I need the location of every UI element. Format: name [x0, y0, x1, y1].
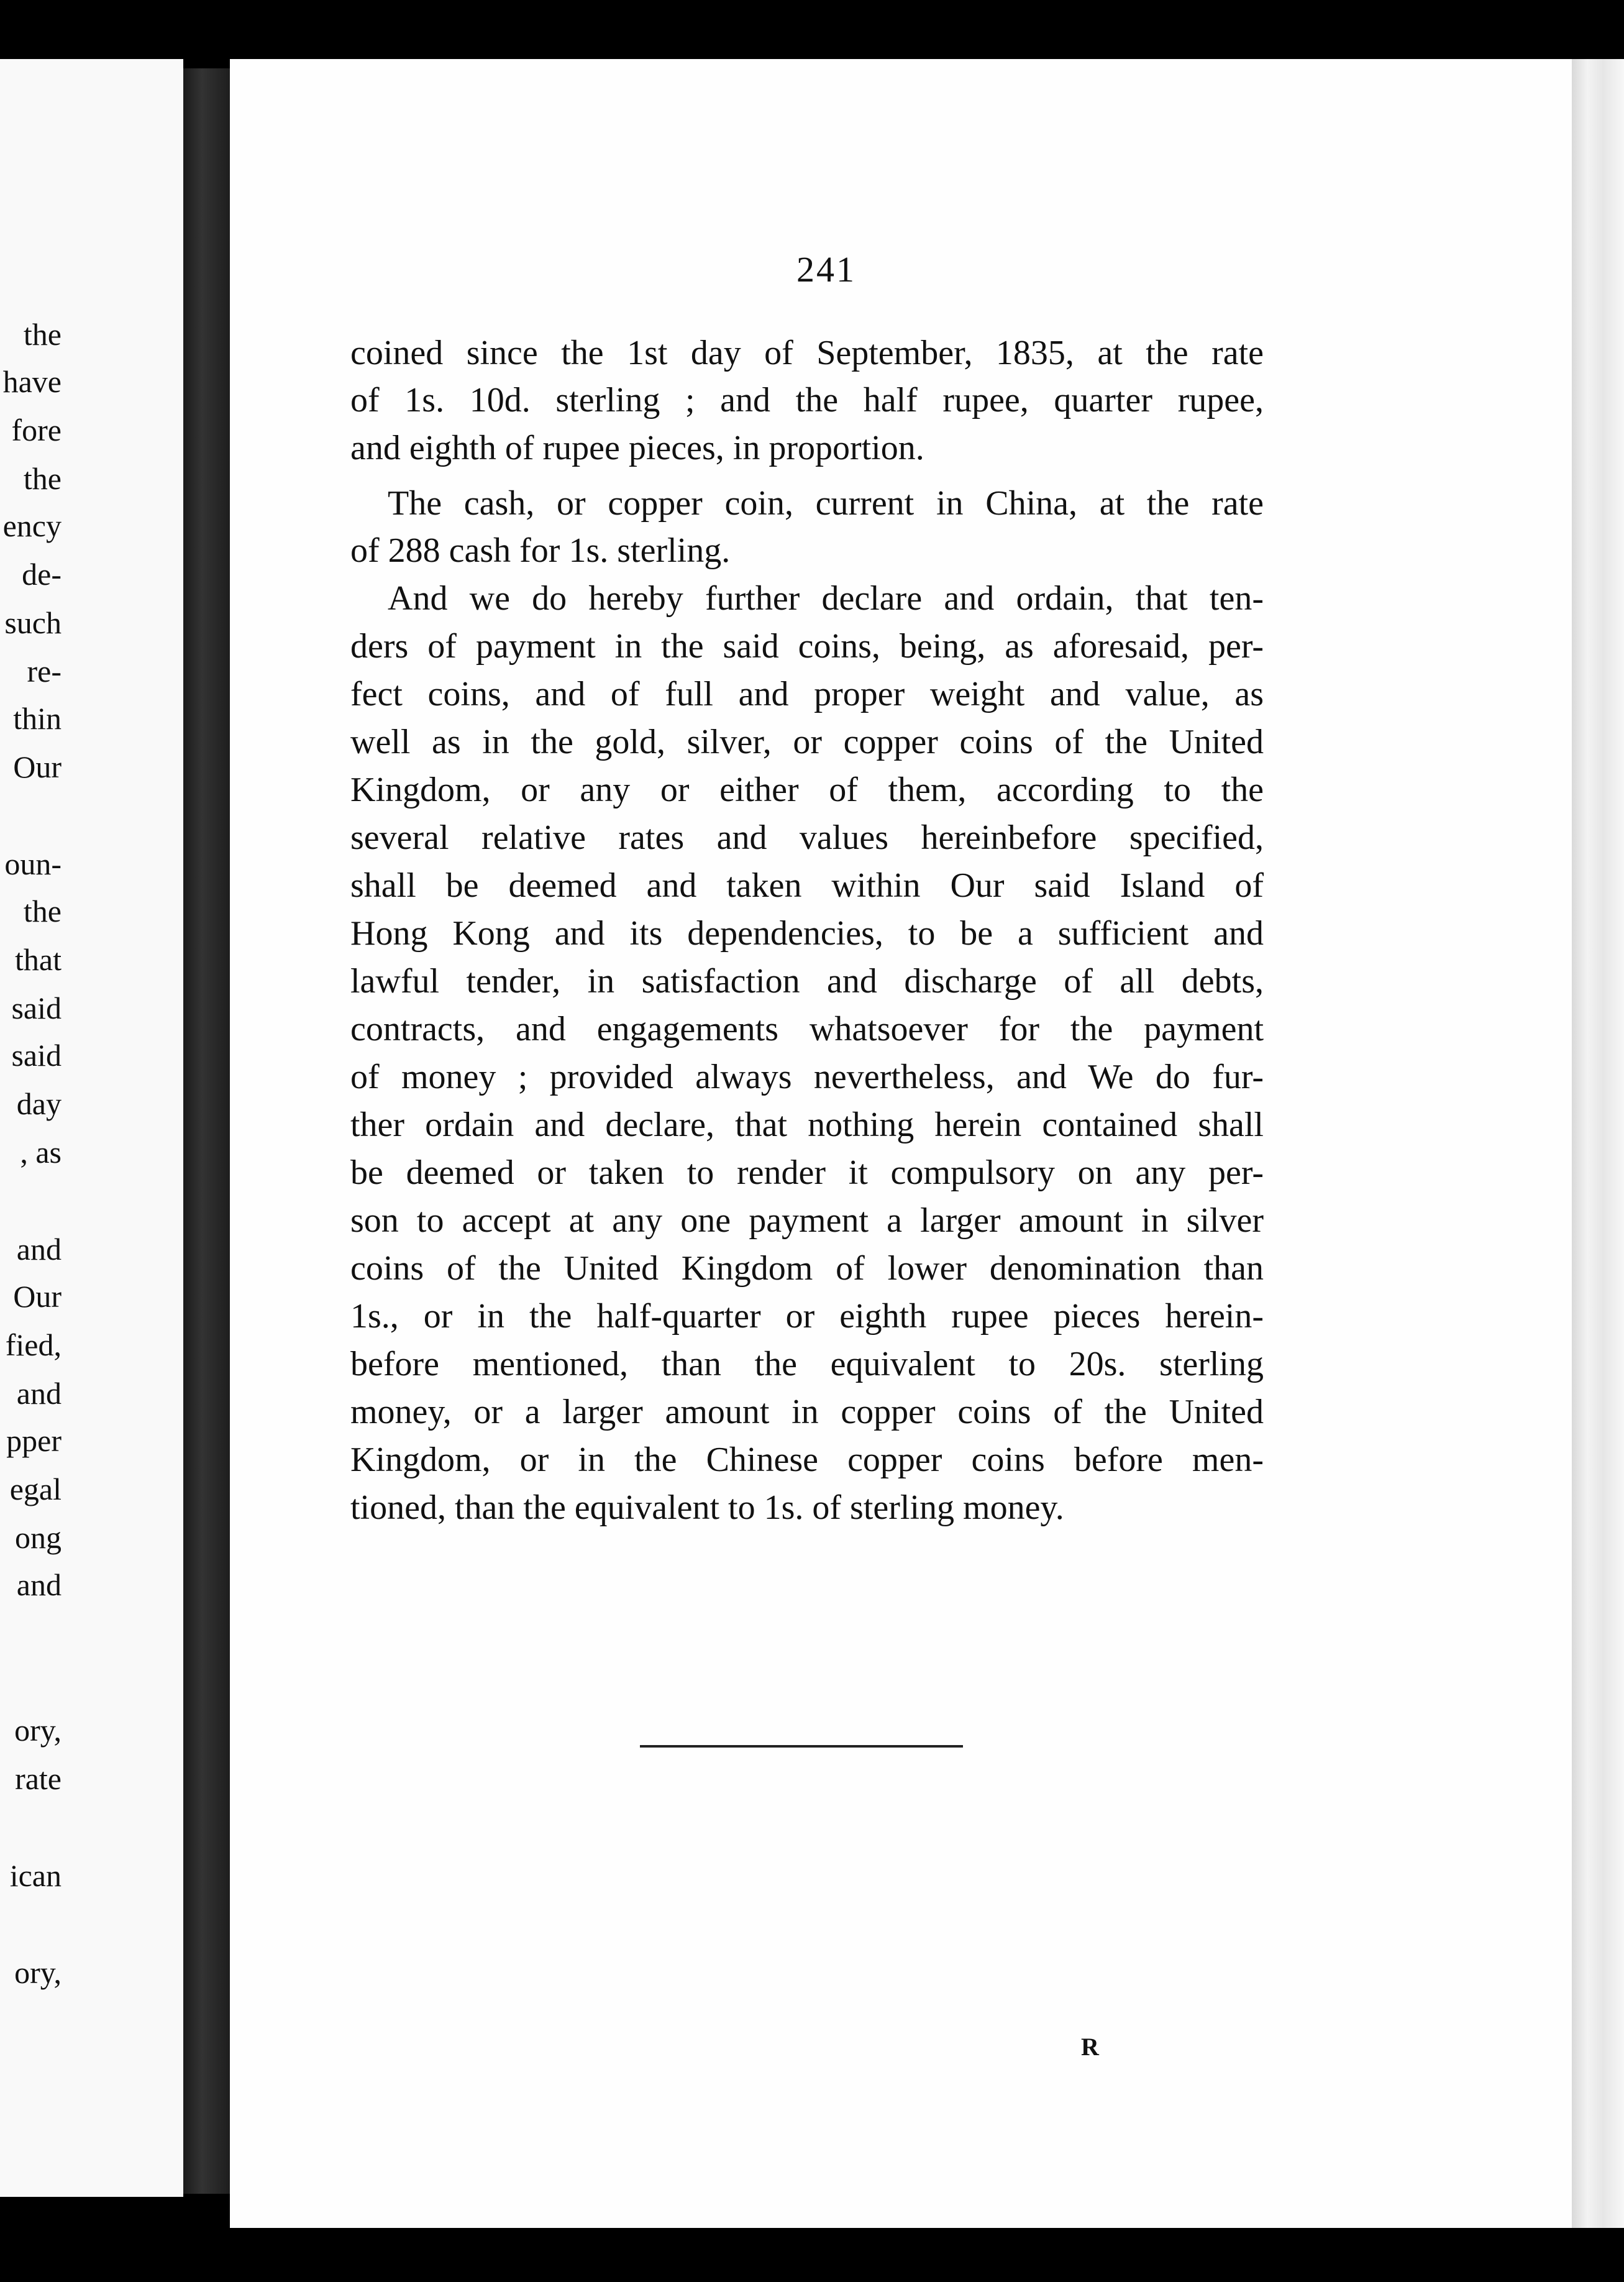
text-line: fect coins, and of full and proper weight and value, as — [350, 675, 1264, 713]
previous-page-fragment: fied, — [5, 1327, 62, 1362]
previous-page-fragment: fore — [11, 413, 62, 447]
previous-page-fragment: ory, — [14, 1713, 62, 1748]
text-line: coins of the United Kingdom of lower denomination than — [350, 1249, 1264, 1288]
text-line: Kingdom, or any or either of them, according to the — [350, 771, 1264, 809]
text-line: The cash, or copper coin, current in China, at the rate — [388, 484, 1264, 523]
text-line: son to accept at any one payment a larger amount in silver — [350, 1201, 1264, 1240]
text-line: be deemed or taken to render it compulsory on any per- — [350, 1153, 1264, 1192]
text-line: contracts, and engagements whatsoever for the payment — [350, 1010, 1264, 1048]
text-line: before mentioned, than the equivalent to 20s. sterling — [350, 1345, 1264, 1383]
text-line: several relative rates and values hereinbefore specified, — [350, 818, 1264, 857]
previous-page-fragment: said — [11, 1038, 62, 1073]
previous-page-fragment: rate — [15, 1761, 62, 1796]
previous-page-fragment: re- — [27, 654, 62, 689]
previous-page-fragment: oun- — [4, 846, 62, 881]
previous-page-fragment: Our — [13, 749, 62, 784]
previous-page-fragment: have — [2, 364, 62, 399]
text-line: tioned, than the equivalent to 1s. of sterling money. — [350, 1488, 1064, 1527]
previous-page-fragment: that — [15, 942, 62, 977]
previous-page-fragment: thin — [13, 701, 62, 736]
page-edge — [1572, 59, 1624, 2228]
previous-page-fragment: pper — [6, 1423, 62, 1458]
previous-page-fragment: the — [23, 317, 62, 352]
text-line: Kingdom, or in the Chinese copper coins before men- — [350, 1441, 1264, 1479]
text-line: 1s., or in the half-quarter or eighth rupee pieces herein- — [350, 1297, 1264, 1336]
text-line: of 288 cash for 1s. sterling. — [350, 531, 731, 570]
book-gutter — [183, 68, 230, 2194]
text-line: money, or a larger amount in copper coins of the United — [350, 1393, 1264, 1431]
previous-page-fragment: such — [4, 605, 62, 640]
previous-page-fragment: ency — [2, 508, 62, 543]
text-line: Hong Kong and its dependencies, to be a sufficient and — [350, 914, 1264, 953]
signature-mark: R — [1081, 2033, 1099, 2061]
text-line: ders of payment in the said coins, being, as aforesaid, per- — [350, 627, 1264, 666]
previous-page-fragment: and — [16, 1376, 62, 1411]
previous-page-fragment: day — [16, 1086, 62, 1121]
text-line: lawful tender, in satisfaction and discharge of all debts, — [350, 962, 1264, 1001]
previous-page-fragment: the — [23, 461, 62, 496]
text-line: shall be deemed and taken within Our said Island of — [350, 866, 1264, 905]
text-line: ther ordain and declare, that nothing herein contained shall — [350, 1106, 1264, 1144]
text-line: coined since the 1st day of September, 1835, at the rate — [350, 334, 1264, 372]
text-line: of money ; provided always nevertheless, and We do fur- — [350, 1058, 1264, 1096]
previous-page-strip — [0, 59, 183, 2197]
previous-page-fragment: and — [16, 1232, 62, 1267]
previous-page-fragment: de- — [22, 557, 62, 592]
text-line: and eighth of rupee pieces, in proportion. — [350, 429, 924, 467]
previous-page-fragment: said — [11, 991, 62, 1025]
previous-page-fragment: ican — [9, 1858, 62, 1893]
previous-page-fragment: ong — [15, 1520, 62, 1555]
text-line: And we do hereby further declare and ordain, that ten- — [388, 579, 1264, 618]
previous-page-fragment: the — [23, 894, 62, 928]
previous-page-fragment: and — [16, 1567, 62, 1602]
previous-page-fragment: , as — [20, 1135, 62, 1170]
page-number: 241 — [796, 249, 856, 290]
text-line: of 1s. 10d. sterling ; and the half rupee, quarter rupee, — [350, 381, 1264, 419]
previous-page-fragment: egal — [9, 1472, 62, 1506]
previous-page-fragment: Our — [13, 1279, 62, 1314]
section-divider — [640, 1745, 963, 1748]
previous-page-fragment: ory, — [14, 1955, 62, 1990]
text-line: well as in the gold, silver, or copper coins of the United — [350, 723, 1264, 761]
